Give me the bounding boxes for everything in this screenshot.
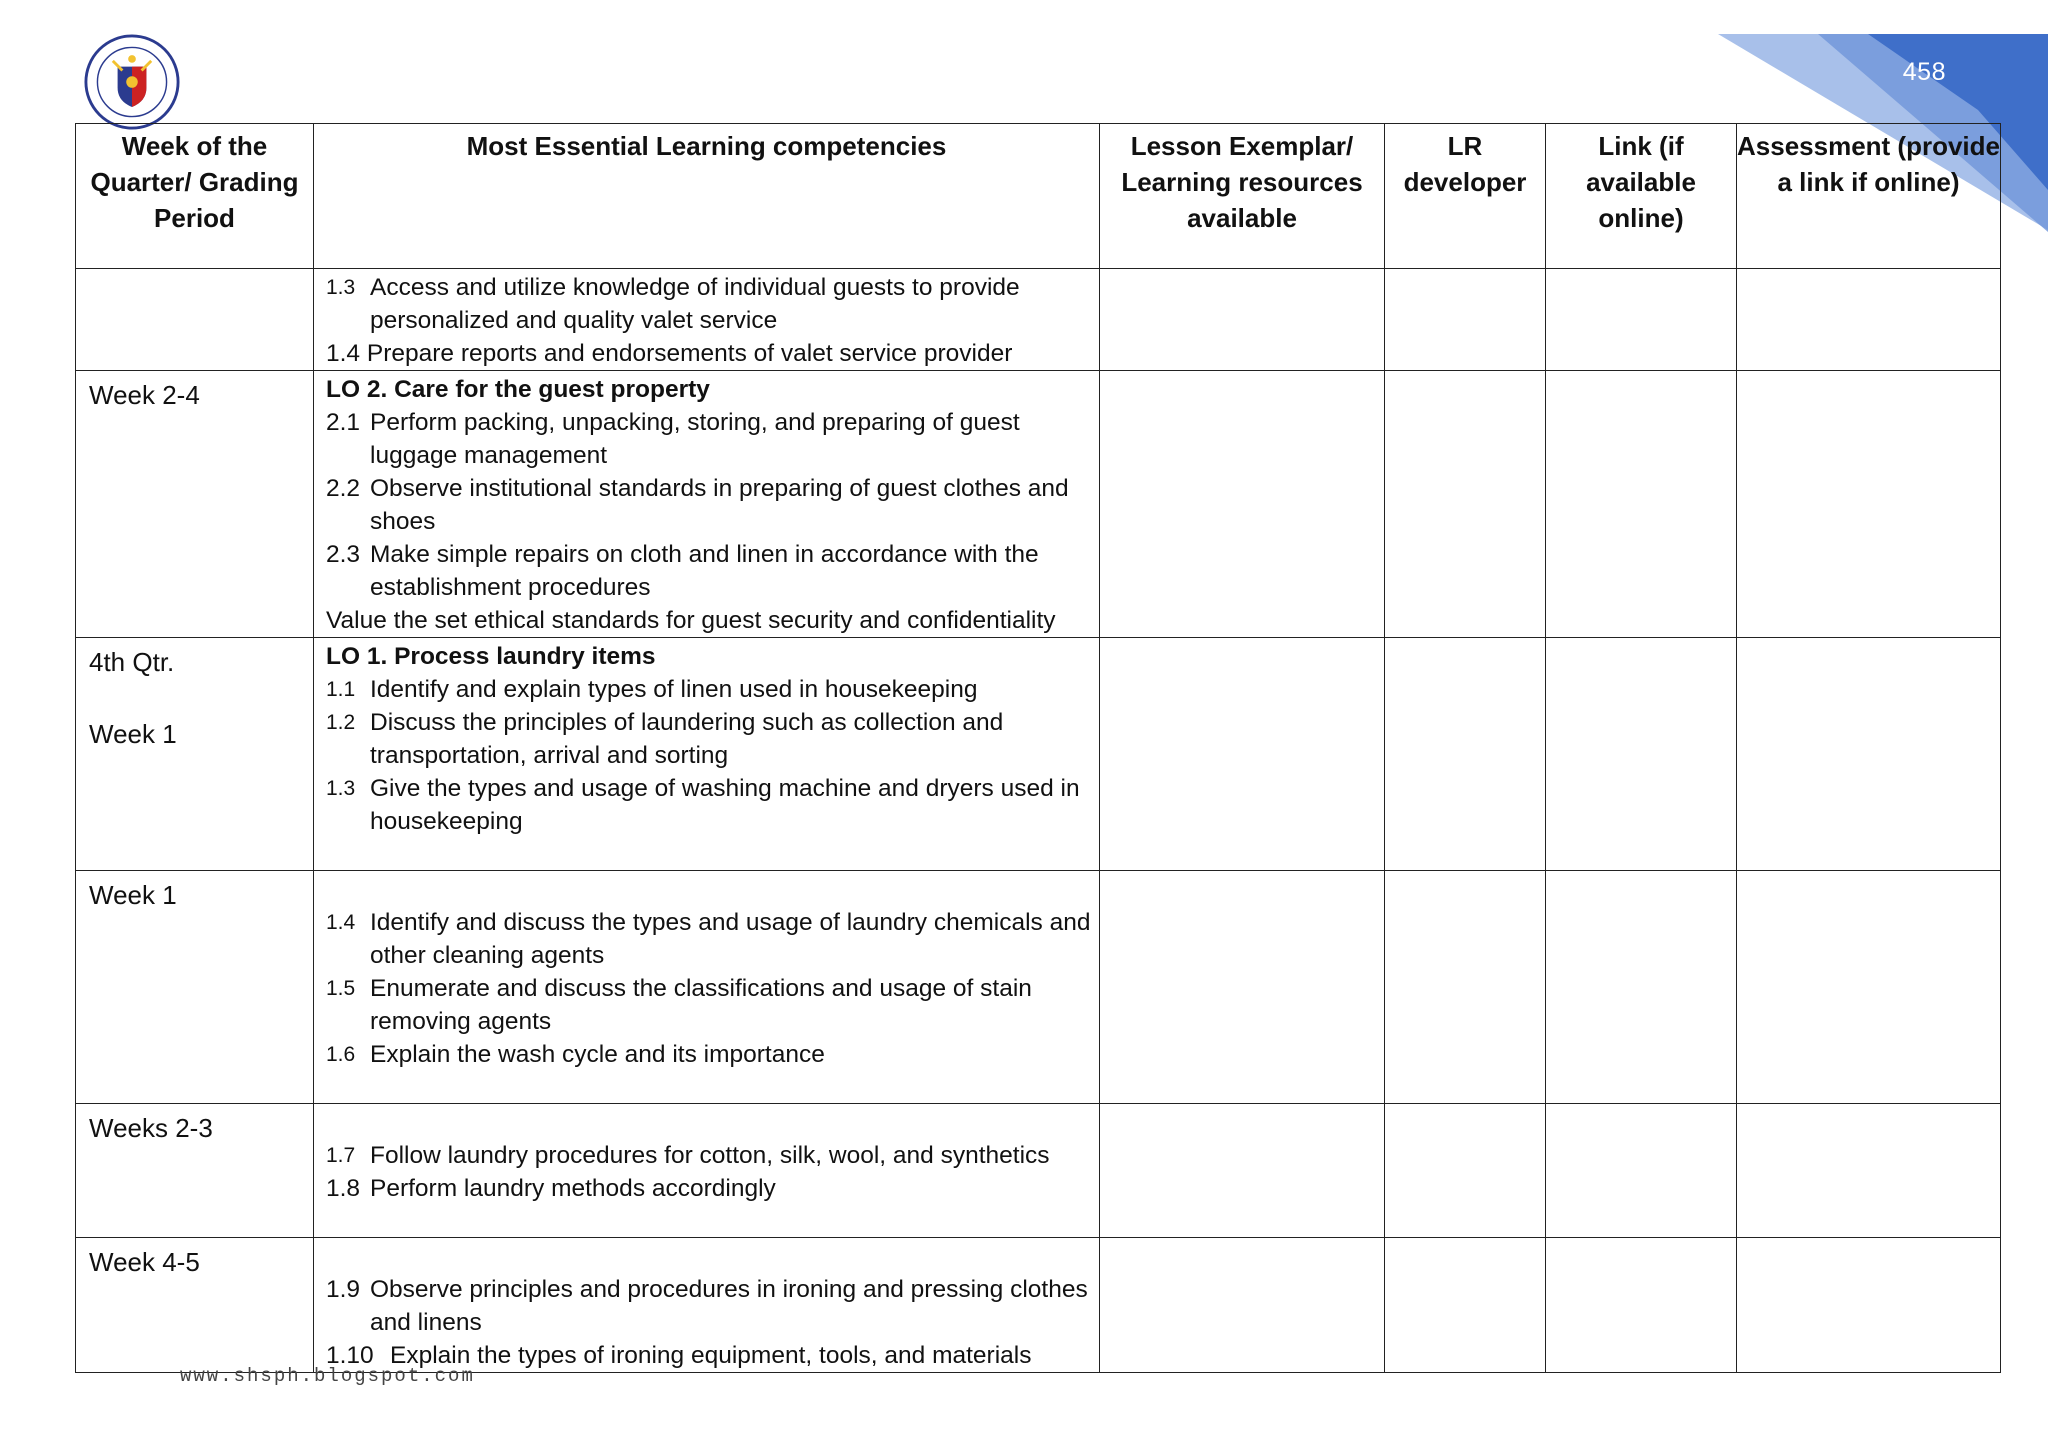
competency-cell [314,638,1100,871]
footer-url: www.shsph.blogspot.com [180,1365,475,1387]
competency-cell [314,1238,1100,1373]
header-lr-developer: LR developer [1385,124,1546,269]
lesson-cell [1100,371,1385,638]
lr-cell [1385,871,1546,1104]
lr-cell [1385,269,1546,371]
link-cell [1546,871,1737,1104]
item-text: Perform laundry methods accordingly [370,1175,776,1202]
lesson-cell [1100,269,1385,371]
lesson-cell [1100,871,1385,1104]
item-number: 1.8 [326,1175,361,1202]
competency-item [326,1172,1091,1205]
competency-item [326,1038,1091,1071]
table-row [76,371,2001,638]
week-cell [76,1104,314,1238]
link-cell [1546,1238,1737,1373]
table-row [76,269,2001,371]
item-number: 1.7 [326,1144,356,1167]
item-text: Make simple repairs on cloth and linen in accordance with the establishment procedures [370,541,1039,601]
item-number: 1.5 [326,977,356,1000]
header-assessment: Assessment (provide a link if online) [1737,124,2001,269]
learning-outcome: LO 1. Process laundry items [326,643,656,670]
item-text: Access and utilize knowledge of individual guests to provide personalized and quality valet service [370,274,1020,334]
item-text: Discuss the principles of laundering such as collection and transportation, arrival and sorting [370,709,1004,769]
link-cell [1546,371,1737,638]
lesson-cell [1100,1104,1385,1238]
competency-item [326,972,1091,1038]
item-text: Explain the wash cycle and its importance [370,1041,825,1068]
competency-item [326,1139,1091,1172]
link-cell [1546,1104,1737,1238]
link-cell [1546,638,1737,871]
week-cell [76,269,314,371]
item-number: 2.3 [326,541,361,568]
table-row [76,1104,2001,1238]
assessment-cell [1737,1104,2001,1238]
competency-item [326,271,1091,337]
week-cell [76,638,314,871]
item-text: Perform packing, unpacking, storing, and preparing of guest luggage management [370,409,1020,469]
table-row [76,871,2001,1104]
header-week: Week of the Quarter/ Grading Period [76,124,314,269]
item-text: Observe institutional standards in preparing of guest clothes and shoes [370,475,1069,535]
competency-item [326,772,1091,838]
item-text: Give the types and usage of washing machine and dryers used in housekeeping [370,775,1080,835]
item-number: 2.2 [326,475,361,502]
quarter-label: 4th Qtr. [89,647,175,677]
item-number: 2.1 [326,409,361,436]
week-cell [76,1238,314,1373]
competency-item [326,1273,1091,1339]
deped-seal-logo [84,34,180,130]
item-text: Explain the types of ironing equipment, tools, and materials [390,1342,1032,1369]
competency-cell [314,371,1100,638]
week-cell [76,871,314,1104]
header-competencies: Most Essential Learning competencies [314,124,1100,269]
assessment-cell [1737,371,2001,638]
lr-cell [1385,1104,1546,1238]
item-text: Identify and explain types of linen used in housekeeping [370,676,978,703]
page-number: 458 [1902,58,1946,86]
competency-cell [314,1104,1100,1238]
lr-cell [1385,1238,1546,1373]
assessment-cell [1737,1238,2001,1373]
competency-cell [314,269,1100,371]
assessment-cell [1737,269,2001,371]
competency-table [75,123,2001,1373]
table-row [76,638,2001,871]
lr-cell [1385,371,1546,638]
week-label: Week 4-5 [89,1247,200,1277]
lr-cell [1385,638,1546,871]
week-label: Week 1 [89,719,177,749]
assessment-cell [1737,871,2001,1104]
item-number: 1.3 [326,777,356,800]
item-number: 1.2 [326,711,356,734]
week-label: Week 1 [89,880,177,910]
header-row [76,124,2001,269]
item-number: 1.10 [326,1342,374,1369]
competency-item [326,472,1091,538]
competency-item [326,706,1091,772]
competency-item [326,673,1091,706]
competency-item: 1.4 Prepare reports and endorsements of valet service provider [326,340,1013,367]
item-number: 1.4 [326,911,356,934]
week-label: Weeks 2-3 [89,1113,213,1143]
item-text: Enumerate and discuss the classifications and usage of stain removing agents [370,975,1032,1035]
item-number: 1.1 [326,678,356,701]
item-text: Follow laundry procedures for cotton, silk, wool, and synthetics [370,1142,1050,1169]
competency-item [326,406,1091,472]
lesson-cell [1100,1238,1385,1373]
learning-outcome: LO 2. Care for the guest property [326,376,710,403]
assessment-cell [1737,638,2001,871]
competency-item [326,906,1091,972]
item-text: Observe principles and procedures in ironing and pressing clothes and linens [370,1276,1088,1336]
item-number: 1.3 [326,276,356,299]
competency-item [326,538,1091,604]
header-lesson: Lesson Exemplar/ Learning resources available [1100,124,1385,269]
competency-item: Value the set ethical standards for guest security and confidentiality [326,607,1056,634]
week-label: Week 2-4 [89,380,200,410]
item-number: 1.6 [326,1043,356,1066]
lesson-cell [1100,638,1385,871]
item-number: 1.9 [326,1276,361,1303]
competency-cell [314,871,1100,1104]
table-row [76,1238,2001,1373]
link-cell [1546,269,1737,371]
header-link: Link (if available online) [1546,124,1737,269]
week-cell [76,371,314,638]
item-text: Identify and discuss the types and usage of laundry chemicals and other cleaning agents [370,909,1091,969]
